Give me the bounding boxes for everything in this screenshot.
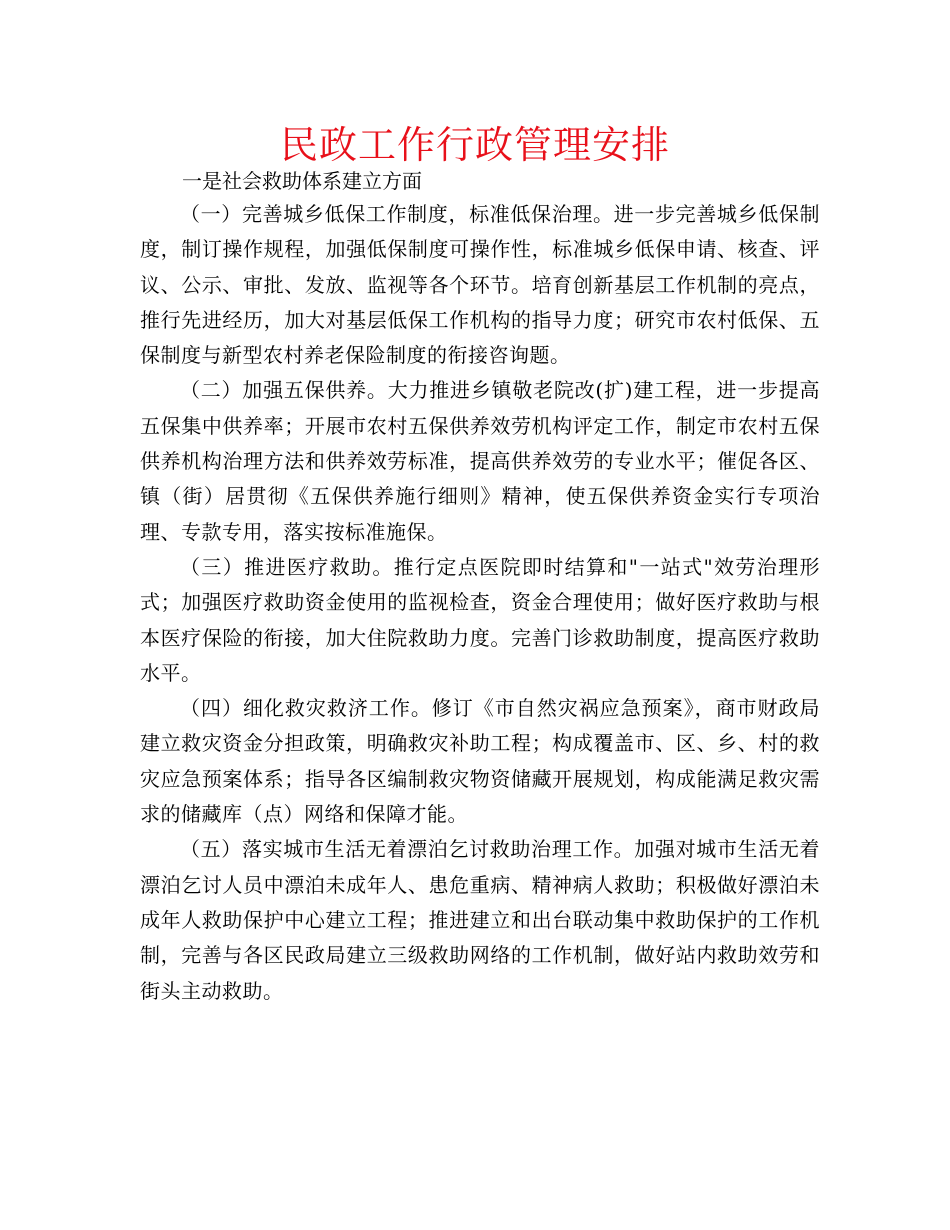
section-heading: 一是社会救助体系建立方面 [182, 169, 422, 193]
document-title: 民政工作行政管理安排 [279, 123, 670, 167]
paragraph-2: （二）加强五保供养。大力推进乡镇敬老院改(扩)建工程，进一步提高五保集中供养率；开展市农村五保供养效劳机构评定工作，制定市农村五保供养机构治理方法和供养效劳标准，提高供养效劳的专业水平；催促各区、镇（街）居贯彻《五保供养施行细则》精神，使五保供养资金实行专项治理、专款专用，落实按标准施保。 [140, 378, 820, 544]
paragraph-4: （四）细化救灾救济工作。修订《市自然灾祸应急预案》，商市财政局建立救灾资金分担政策，明确救灾补助工程；构成覆盖市、区、乡、村的救灾应急预案体系；指导各区编制救灾物资储藏开展规划，构成能满足救灾需求的储藏库（点）网络和保障才能。 [140, 696, 820, 827]
paragraph-1: （一）完善城乡低保工作制度，标准低保治理。进一步完善城乡低保制度，制订操作规程，加强低保制度可操作性，标准城乡低保申请、核查、评议、公示、审批、发放、监视等各个环节。培育创新基层工作机制的亮点，推行先进经历，加大对基层低保工作机构的指导力度；研究市农村低保、五保制度与新型农村养老保险制度的衔接咨询题。 [140, 202, 820, 368]
document-body [140, 197, 820, 1009]
paragraph-3: （三）推进医疗救助。推行定点医院即时结算和"一站式"效劳治理形式；加强医疗救助资金使用的监视检查，资金合理使用；做好医疗救助与根本医疗保险的衔接，加大住院救助力度。完善门诊救助制度，提高医疗救助水平。 [140, 554, 820, 685]
paragraph-5: （五）落实城市生活无着漂泊乞讨救助治理工作。加强对城市生活无着漂泊乞讨人员中漂泊未成年人、患危重病、精神病人救助；积极做好漂泊未成年人救助保护中心建立工程；推进建立和出台联动集中救助保护的工作机制，完善与各区民政局建立三级救助网络的工作机制，做好站内救助效劳和街头主动救助。 [140, 837, 820, 1003]
